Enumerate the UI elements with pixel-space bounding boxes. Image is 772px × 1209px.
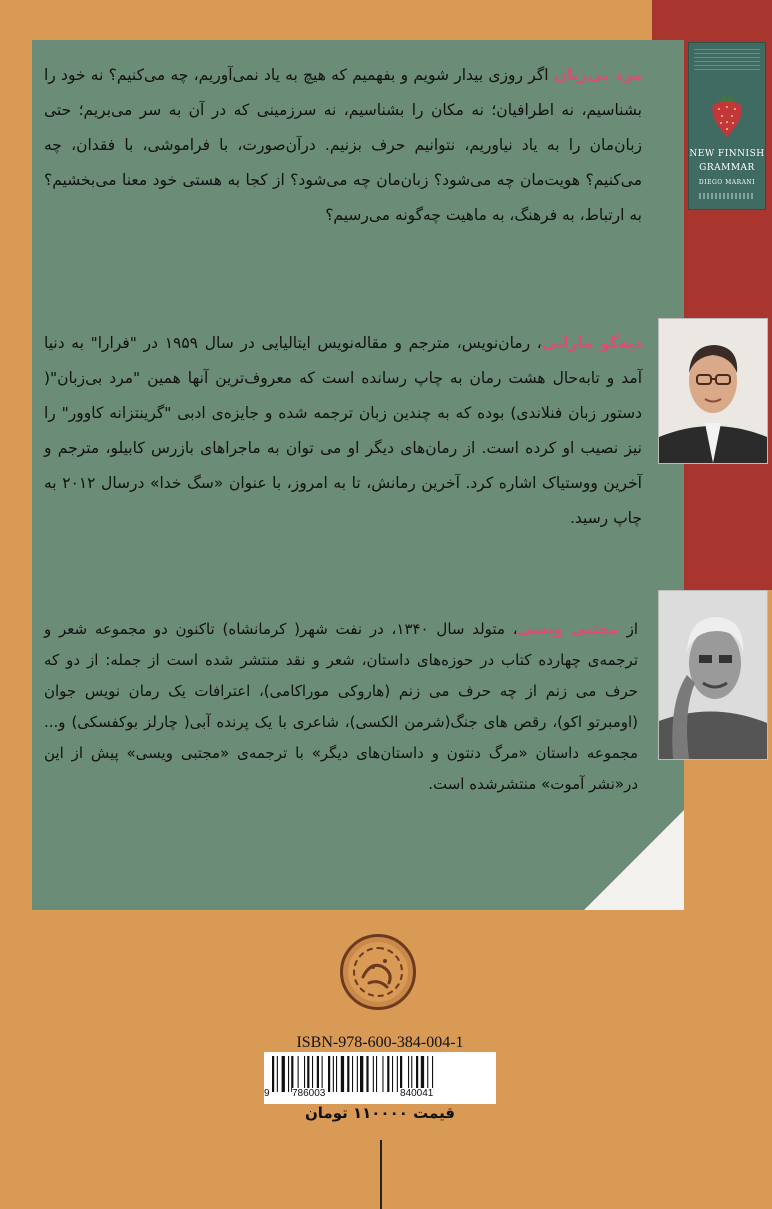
barcode-bar bbox=[291, 1056, 293, 1092]
barcode-bar bbox=[282, 1056, 285, 1092]
barcode-bars bbox=[272, 1056, 488, 1092]
barcode-bar bbox=[392, 1056, 393, 1092]
barcode-left-digits: 786003 bbox=[292, 1088, 326, 1099]
barcode-bar bbox=[307, 1056, 309, 1092]
author-photo bbox=[658, 318, 768, 464]
book-title-highlight: مرد بی‌زبان bbox=[553, 66, 642, 84]
translator-prefix: از bbox=[618, 620, 639, 638]
blurb-text: اگر روزی بیدار شویم و بفهمیم که هیچ به یاد نمی‌آوریم، چه می‌کنیم؟ نه خود را بشناسیم، نه اطرافیان؛ نه مکان را بشناسیم، نه سرزمینی که در آن به سر می‌بریم؛ حتی زبان‌مان را به یاد نیاوریم، نتوانیم حرف بزنیم. درآن‌صورت، با فراموشی، با فقدان، چه می‌کنیم؟ هویت‌مان چه می‌شود؟ زبان‌مان چه می‌شود؟ از کجا به هستی خود معنا می‌بخشیم؟ به ارتباط، به فرهنگ، به ماهیت چه‌گونه می‌رسیم؟ bbox=[44, 66, 642, 224]
barcode-bar bbox=[322, 1056, 323, 1092]
isbn-label: ISBN-978-600-384-004-1 bbox=[296, 1034, 464, 1051]
bottom-divider-line bbox=[380, 1140, 382, 1209]
translator-bio-text: ، متولد سال ۱۳۴۰، در نفت شهر( کرمانشاه) تاکنون دو مجموعه شعر و ترجمه‌ی چهارده کتاب در حوزه‌های داستان، شعر و نقد منتشر شده است از جمله: از دو که حرف می زنم از چه حرف می زنم (هاروکی موراکامی)، اعترافات یک رمان نویس جوان (اومبرتو اکو)، رقص های جنگ(شرمن الکسی)، شاعری با یک پرنده آبی( چارلز بوکفسکی) و... مجموعه داستان «مرگ دنتون و داستان‌های دیگر» با ترجمه‌ی «مجتبی ویسی» پیش از این در«نشر آموت» منتشرشده است. bbox=[44, 620, 638, 793]
barcode-bar bbox=[304, 1056, 305, 1092]
barcode-bar bbox=[277, 1056, 278, 1092]
barcode-bar bbox=[298, 1056, 299, 1092]
barcode-bar bbox=[376, 1056, 377, 1092]
author-name-highlight: دیه‌گو مارانی bbox=[541, 334, 643, 352]
thumbnail-title-line1: NEW FINNISH bbox=[689, 149, 765, 159]
price-label: قیمت ۱۱۰۰۰۰ تومان bbox=[304, 1104, 456, 1122]
blurb-paragraph bbox=[44, 58, 642, 233]
thumbnail-subtitle bbox=[699, 193, 755, 199]
thumbnail-title-line2: GRAMMAR bbox=[699, 163, 755, 173]
strawberry-illustration bbox=[707, 87, 747, 139]
barcode-right-digits: 840041 bbox=[400, 1088, 434, 1099]
barcode-bar bbox=[347, 1056, 349, 1092]
barcode-bar bbox=[366, 1056, 368, 1092]
barcode-bar bbox=[352, 1056, 353, 1092]
barcode-bar bbox=[272, 1056, 274, 1092]
barcode-bar bbox=[357, 1056, 358, 1092]
barcode-bar bbox=[387, 1056, 389, 1092]
barcode-bar bbox=[382, 1056, 383, 1092]
thumbnail-fine-print bbox=[694, 49, 760, 71]
barcode-bar bbox=[328, 1056, 330, 1092]
barcode-bar bbox=[416, 1056, 418, 1092]
barcode-bar bbox=[333, 1056, 334, 1092]
barcode-bar bbox=[397, 1056, 398, 1092]
barcode-bar bbox=[288, 1056, 289, 1092]
barcode-bar bbox=[341, 1056, 344, 1092]
barcode-bar bbox=[317, 1056, 319, 1092]
barcode-first-digit: 9 bbox=[264, 1088, 270, 1099]
publisher-logo bbox=[340, 934, 416, 1010]
barcode-bar bbox=[360, 1056, 363, 1092]
translator-bio-paragraph bbox=[44, 614, 638, 800]
barcode-bar bbox=[373, 1056, 374, 1092]
author-bio-text: ، رمان‌نویس، مترجم و مقاله‌نویس ایتالیایی در سال ۱۹۵۹ در "فرارا" به دنیا آمد و تابه‌حال هشت رمان به چاپ رسانده است که معروف‌ترین آنها همین "مرد بی‌زبان"( دستور زبان فنلاندی) بوده که به چندین زبان ترجمه شده و جایزه‌ی ادبی "گرینتزانه کاوور" را نیز نصیب او کرده است. از رمان‌های دیگر او می توان به ماجراهای بازرس کابیلو، مترجم و آخرین ووستیاک اشاره کرد. آخرین رمانش، تا به امروز، با عنوان «سگ خدا» درسال ۲۰۱۲ به چاپ رسید. bbox=[44, 334, 642, 527]
book-cover-thumbnail bbox=[688, 42, 766, 210]
barcode-bar bbox=[408, 1056, 409, 1092]
thumbnail-author: DIEGO MARANI bbox=[698, 179, 756, 186]
barcode-bar bbox=[400, 1056, 402, 1092]
publisher-logo-mark bbox=[343, 937, 413, 1007]
barcode-bar bbox=[312, 1056, 313, 1092]
barcode-bar bbox=[432, 1056, 433, 1092]
author-bio-paragraph bbox=[44, 326, 642, 536]
barcode-bar bbox=[421, 1056, 424, 1092]
barcode-bar bbox=[411, 1056, 412, 1092]
barcode-bar bbox=[336, 1056, 337, 1092]
barcode-bar bbox=[427, 1056, 428, 1092]
translator-photo bbox=[658, 590, 768, 760]
translator-name-highlight: مجتبی ویسی bbox=[517, 620, 619, 638]
